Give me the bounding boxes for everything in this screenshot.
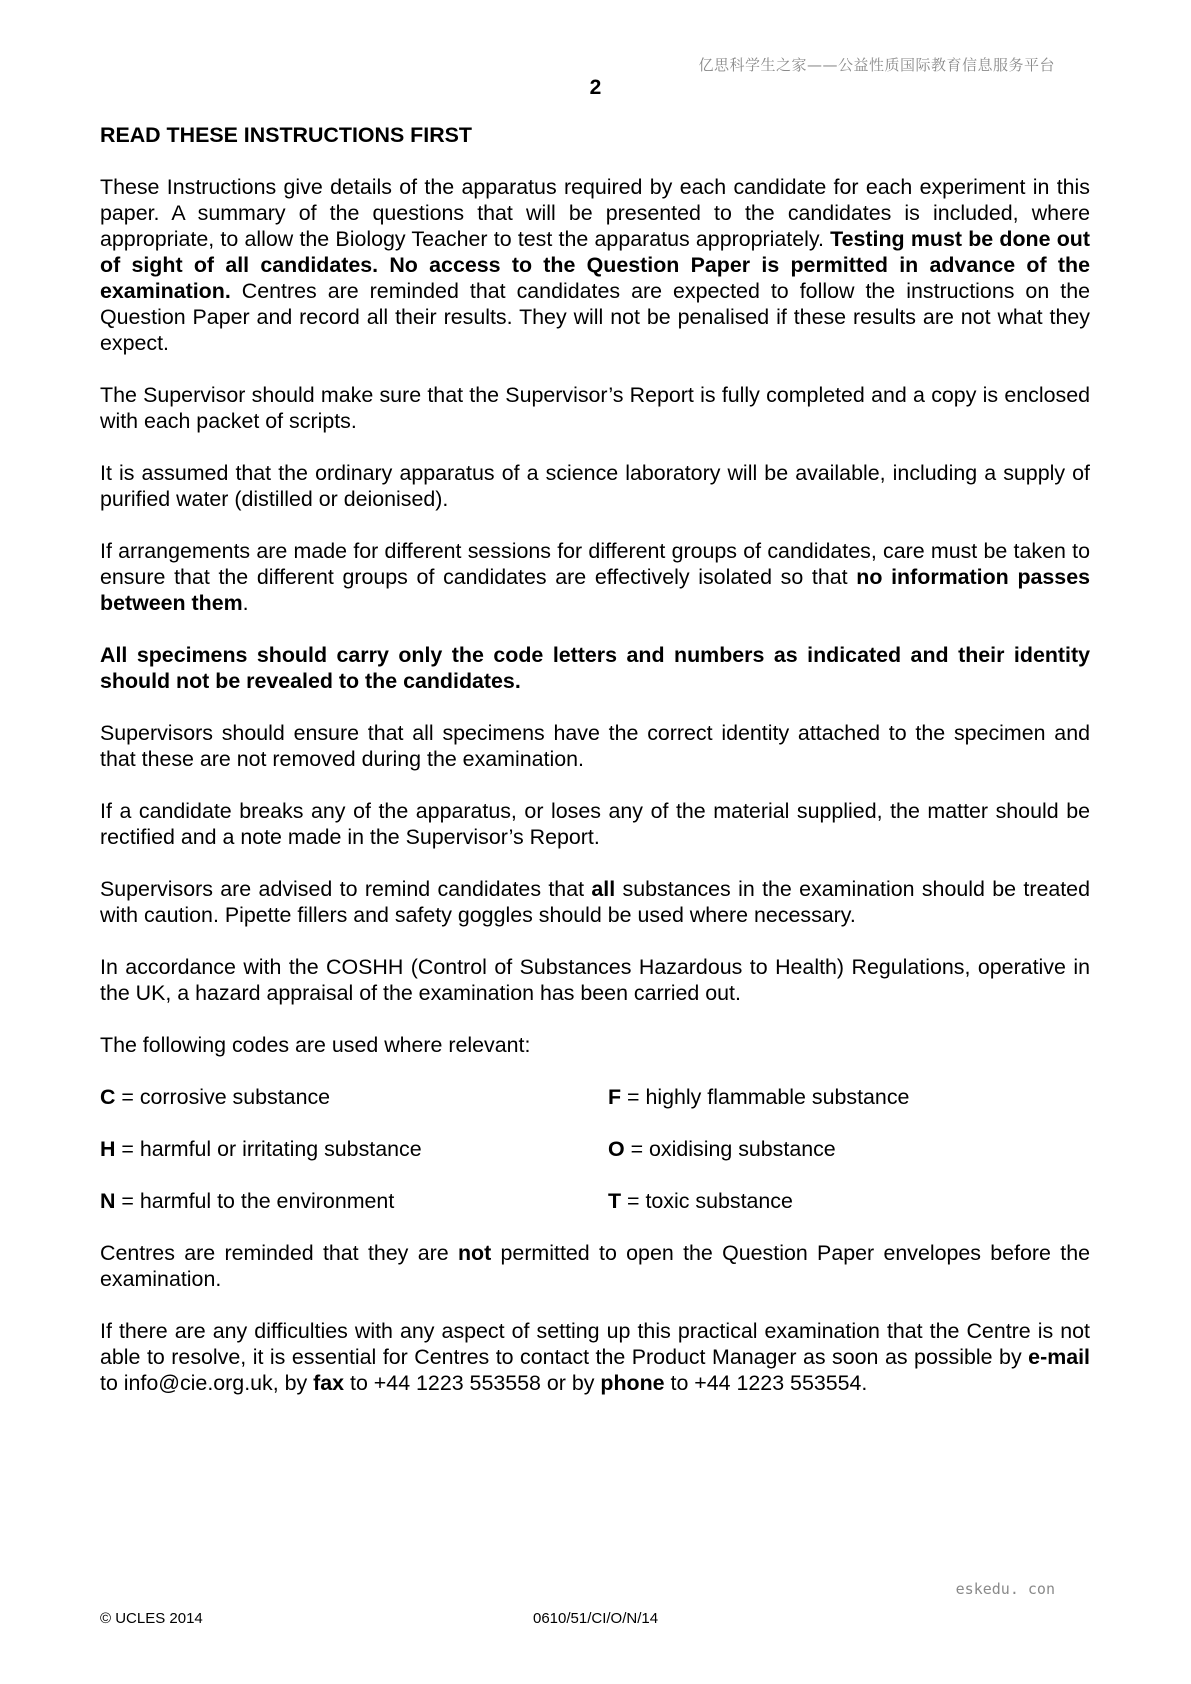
text: Supervisors are advised to remind candidates that (100, 877, 592, 901)
code-description: = toxic substance (621, 1189, 793, 1213)
text: . (242, 591, 249, 615)
code-description: = corrosive substance (115, 1085, 331, 1109)
bold-text: Testing must be done out of sight of all candidates. No access to the Question Paper is permitted in advance of the examination. (100, 227, 1090, 303)
text: Centres are reminded that candidates are expected to follow the instructions on the Question Paper and record all their results. They will not be penalised if these results are not what they expect. (100, 279, 1090, 355)
page-number: 2 (589, 76, 602, 99)
hazard-code-item (608, 1136, 1090, 1162)
text: substances in the examination should be treated with caution. Pipette fillers and safety goggles should be used where necessary. (100, 877, 1090, 927)
footer-copyright: © UCLES 2014 (100, 1610, 203, 1627)
code-letter: N (100, 1189, 116, 1213)
code-letter: H (100, 1137, 116, 1161)
code-description: = harmful or irritating substance (115, 1137, 422, 1161)
bold-text: not (457, 1241, 492, 1265)
document-body (100, 122, 1090, 1422)
paragraph-specimens-identity: Supervisors should ensure that all specimens have the correct identity attached to the specimen and that these are not removed during the examination. (100, 721, 1090, 771)
text: If arrangements are made for different sessions for different groups of candidates, care must be taken to ensure that the different groups of candidates are effectively isolated so that (100, 539, 1090, 589)
hazard-codes-list (100, 1084, 1090, 1214)
text: Centres are reminded that they are (100, 1241, 458, 1265)
hazard-code-item (100, 1084, 608, 1110)
code-letter: C (100, 1085, 116, 1109)
bold-text: all (591, 877, 616, 901)
code-letter: O (608, 1137, 625, 1161)
paragraph-codes-intro: The following codes are used where relevant: (100, 1033, 531, 1057)
paragraph-apparatus (100, 174, 1090, 356)
header-watermark: 亿思科学生之家——公益性质国际教育信息服务平台 (698, 56, 1055, 74)
text: permitted to open the Question Paper envelopes before the examination. (100, 1241, 1090, 1291)
paragraph-contact (100, 1318, 1090, 1396)
text: to +44 1223 553558 or by (344, 1371, 601, 1395)
hazard-code-item (100, 1188, 608, 1214)
page-heading: READ THESE INSTRUCTIONS FIRST (100, 123, 472, 147)
phone-label: phone (600, 1371, 665, 1395)
code-description: = harmful to the environment (115, 1189, 395, 1213)
text: These Instructions give details of the apparatus required by each candidate for each experiment in this paper. A summary of the questions that will be presented to the candidates is included, where appropriate, to allow the Biology Teacher to test the apparatus appropriately. (100, 175, 1090, 251)
paragraph-sessions (100, 538, 1090, 616)
hazard-code-item (100, 1136, 608, 1162)
code-letter: F (608, 1085, 622, 1109)
bold-text: no information passes between them (100, 565, 1090, 615)
hazard-code-item (608, 1188, 1090, 1214)
code-letter: T (608, 1189, 622, 1213)
email-label: e-mail (1028, 1345, 1090, 1369)
paragraph-caution (100, 876, 1090, 928)
code-description: = highly flammable substance (621, 1085, 910, 1109)
paragraph-envelopes (100, 1240, 1090, 1292)
footer-paper-code: 0610/51/CI/O/N/14 (533, 1610, 659, 1627)
paragraph-apparatus-assumed: It is assumed that the ordinary apparatus of a science laboratory will be available, including a supply of purified water (distilled or deionised). (100, 461, 1090, 511)
fax-label: fax (313, 1371, 345, 1395)
text: If there are any difficulties with any aspect of setting up this practical examination that the Centre is not able to resolve, it is essential for Centres to contact the Product Manager as soon as possible by (100, 1319, 1090, 1369)
paragraph-specimens-code (100, 642, 1090, 694)
bold-text: All specimens should carry only the code letters and numbers as indicated and their identity should not be revealed to the candidates. (100, 643, 1090, 693)
hazard-code-item (608, 1084, 1090, 1110)
paragraph-supervisor-report: The Supervisor should make sure that the Supervisor’s Report is fully completed and a copy is enclosed with each packet of scripts. (100, 383, 1090, 433)
text: to info@cie.org.uk, by (100, 1371, 314, 1395)
paragraph-breakage: If a candidate breaks any of the apparatus, or loses any of the material supplied, the matter should be rectified and a note made in the Supervisor’s Report. (100, 799, 1090, 849)
footer-watermark: eskedu. con (955, 1580, 1055, 1598)
paragraph-coshh: In accordance with the COSHH (Control of Substances Hazardous to Health) Regulations, operative in the UK, a hazard appraisal of the examination has been carried out. (100, 955, 1090, 1005)
code-description: = oxidising substance (624, 1137, 836, 1161)
text: to +44 1223 553554. (664, 1371, 868, 1395)
